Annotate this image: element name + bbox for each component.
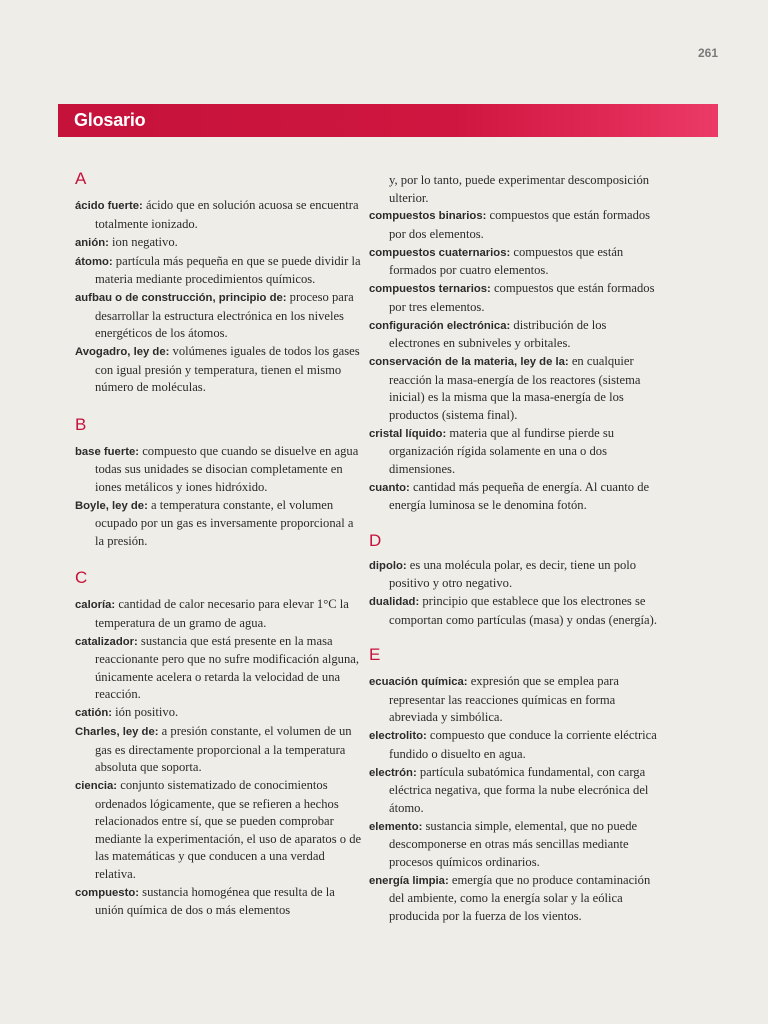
section-letter: E (369, 645, 381, 664)
entry-term: energía limpia: (369, 874, 449, 887)
entry-definition: ácido que en solución acuosa se encuentra totalmente ionizado. (95, 198, 359, 231)
entry-definition: cantidad de calor necesario para elevar 1°C la temperatura de un gramo de agua. (95, 597, 349, 630)
section-letter: C (75, 568, 88, 587)
entry-definition: compuestos que están formados por dos elementos. (389, 208, 651, 241)
glossary-entry (369, 872, 659, 926)
glossary-section-d (369, 532, 659, 630)
entry-term: cuanto: (369, 481, 410, 494)
glossary-entry (75, 884, 365, 920)
entry-term: conservación de la materia, ley de la: (369, 356, 569, 368)
glossary-entry (369, 317, 659, 353)
glossary-entry (369, 727, 659, 763)
entry-term: base fuerte: (75, 445, 140, 458)
glossary-entry (75, 704, 365, 723)
entry-term: ecuación química: (369, 676, 468, 688)
entry-term: anión: (75, 236, 109, 249)
entry-definition: proceso para desarrollar la estructura electrónica en los niveles energéticos de los átomos. (95, 290, 354, 340)
glossary-entry (369, 593, 659, 629)
entry-term: cristal líquido: (369, 427, 447, 440)
entry-definition: a presión constante, el volumen de un gas es directamente proporcional a la temperatura absoluta que soporta. (95, 724, 352, 774)
glossary-entry (369, 479, 659, 515)
entry-term: compuestos binarios: (369, 210, 487, 222)
entry-definition: compuestos que están formados por tres elementos. (389, 281, 655, 314)
entry-definition: compuesto que cuando se disuelve en agua todas sus unidades se disocian completamente en iones metálicos y iones hidróxido. (95, 443, 359, 494)
glossary-entry (369, 673, 659, 727)
glossary-entry (369, 207, 659, 243)
glossary-entry (75, 777, 365, 883)
entry-term: caloría: (75, 599, 116, 611)
entry-definition: sustancia simple, elemental, que no puede descomponerse en otras más sencillas mediante procesos químicos ordinarios. (389, 818, 638, 869)
entry-term: dipolo: (369, 559, 407, 572)
glossary-section-a (75, 170, 365, 397)
entry-definition: sustancia que está presente en la masa reaccionante pero que no sufre modificación alguna, únicamente acelera o retarda la velocidad de una reacción. (95, 633, 360, 701)
entry-term: átomo: (75, 255, 113, 268)
glossary-entry (369, 425, 659, 479)
entry-term: compuestos ternarios: (369, 283, 491, 295)
entry-definition: cantidad más pequeña de energía. Al cuanto de energía luminosa se le denomina fotón. (389, 479, 650, 512)
glossary-entry (369, 280, 659, 316)
glossary-entry (369, 764, 659, 818)
glossary-entry (75, 596, 365, 632)
page-title: Glosario (74, 110, 146, 130)
entry-continuation: y, por lo tanto, puede experimentar descomposición ulterior. (389, 173, 650, 205)
entry-definition: a temperatura constante, el volumen ocupado por un gas es inversamente proporcional a la presión. (95, 497, 354, 548)
entry-term: configuración electrónica: (369, 319, 511, 332)
glossary-entry (75, 443, 365, 497)
entry-term: compuesto: (75, 886, 140, 899)
glossary-entry (75, 633, 365, 704)
entry-definition: partícula más pequeña en que se puede dividir la materia mediante procedimientos químicos. (95, 253, 361, 286)
entry-definition: sustancia homogénea que resulta de la unión química de dos o más elementos (95, 884, 335, 917)
entry-term: electrón: (369, 766, 417, 779)
entry-definition: ion negativo. (108, 234, 178, 249)
section-letter: D (369, 530, 382, 550)
glossary-section-c (75, 569, 365, 920)
entry-term: electrolito: (369, 730, 427, 742)
entry-term: Charles, ley de: (75, 726, 159, 738)
glossary-header-banner (58, 104, 718, 137)
section-letter: A (75, 169, 87, 188)
entry-definition: en cualquier reacción la masa-energía de los reactores (sistema inicial) es la misma que la masa-energía de los productos (sistema final). (389, 354, 641, 422)
glossary-entry (75, 343, 365, 397)
entry-definition: ión positivo. (112, 705, 179, 719)
entry-definition: distribución de los electrones en subniveles y orbitales. (389, 317, 607, 350)
glossary-entry (75, 253, 365, 289)
entry-definition: conjunto sistematizado de conocimientos ordenados lógicamente, que se refieren a hechos relacionados entre sí, que se pueden comprobar mediante la experimentación, el uso de aparatos o de las matemáticas y que conducen a una verdad relativa. (95, 778, 362, 881)
entry-term: catalizador: (75, 635, 138, 648)
glossary-entry (369, 353, 659, 424)
glossary-section-b (75, 416, 365, 551)
entry-definition: es una molécula polar, es decir, tiene un polo positivo y otro negativo. (389, 557, 637, 590)
entry-term: aufbau o de construcción, principio de: (75, 292, 287, 304)
entry-definition: principio que establece que los electrones se comportan como partículas (masa) y ondas (energía). (389, 594, 657, 627)
glossary-entry (369, 244, 659, 280)
glossary-section-e (369, 646, 659, 925)
entry-term: catión: (75, 707, 113, 719)
glossary-entry (75, 723, 365, 777)
glossary-entry (75, 497, 365, 551)
glossary-entry (369, 818, 659, 872)
entry-definition: compuestos que están formados por cuatro elementos. (389, 244, 624, 277)
entry-definition: materia que al fundirse pierde su organización rígida solamente en una o dos dimensiones. (389, 425, 615, 476)
entry-term: Boyle, ley de: (75, 499, 148, 512)
entry-term: elemento: (369, 820, 423, 833)
glossary-column-left (75, 170, 365, 920)
entry-term: Avogadro, ley de: (75, 346, 170, 358)
glossary-entry (75, 197, 365, 233)
page-number: 261 (697, 46, 718, 60)
entry-term: ácido fuerte: (75, 200, 143, 212)
entry-term: ciencia: (75, 780, 118, 792)
entry-definition: compuesto que conduce la corriente eléctrica fundido o disuelto en agua. (389, 728, 657, 761)
glossary-entry (75, 289, 365, 343)
entry-term: dualidad: (369, 596, 420, 608)
glossary-entry (369, 557, 659, 593)
entry-definition: emergía que no produce contaminación del ambiente, como la energía solar y la eólica producida por la fuerza de los vientos. (389, 872, 651, 923)
glossary-column-right (369, 172, 659, 926)
section-letter: B (75, 414, 87, 434)
entry-definition: volúmenes iguales de todos los gases con igual presión y temperatura, tienen el mismo número de moléculas. (95, 344, 360, 394)
entry-definition: expresión que se emplea para representar las reacciones químicas en forma abreviada y simbólica. (389, 674, 619, 724)
glossary-entry (75, 234, 365, 253)
entry-term: compuestos cuaternarios: (369, 246, 511, 259)
entry-definition: partícula subatómica fundamental, con carga eléctrica negativa, que forma la nube elecrónica del átomo. (389, 764, 649, 815)
